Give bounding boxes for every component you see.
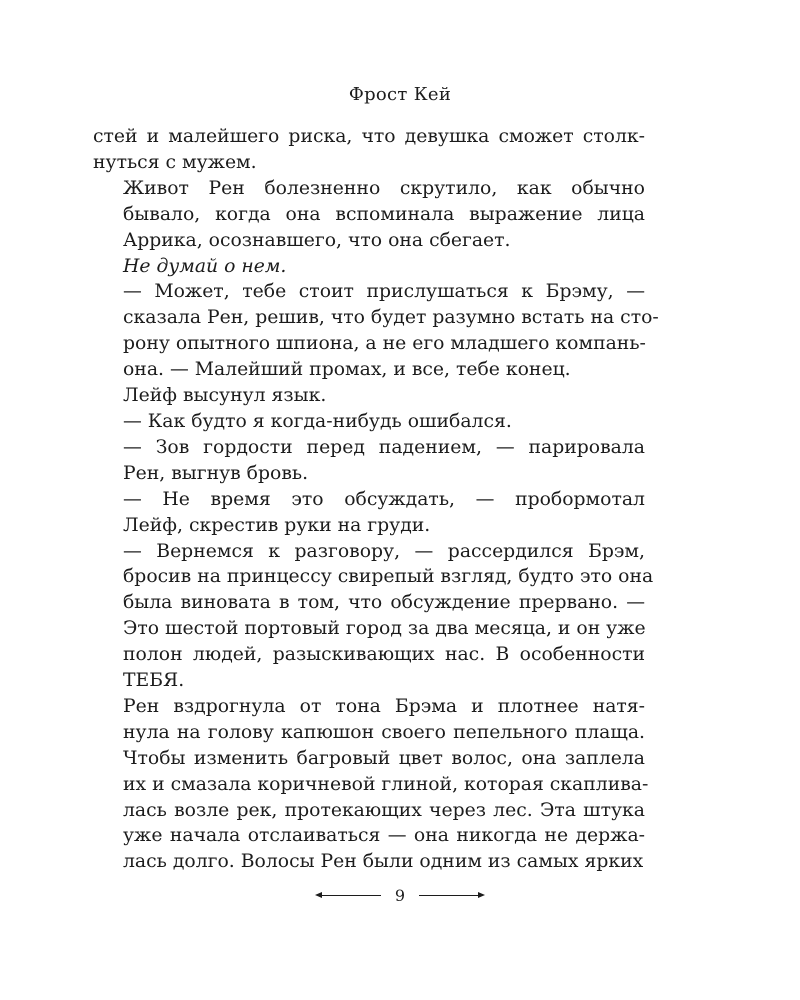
text-line: — Как будто я когда-нибудь ошибался. [123,410,512,432]
text-line: рону опытного шпиона, а не его младшего компань- [123,333,646,355]
text-line: Лейф, скрестив руки на груди. [123,514,431,536]
text-line: полон людей, разыскивающих нас. В особенности [123,644,645,666]
text-line: Рен, выгнув бровь. [123,462,309,484]
text-line: их и смазала коричневой глиной, которая скаплива- [123,773,649,795]
paragraph [93,539,654,694]
text-line: бывало, когда она вспоминала выражение лица [123,203,645,225]
left-arrow-ornament [319,895,381,896]
text-line: лась возле рек, протекающих через лес. Эта штука [123,799,645,821]
text-line: уже начала отслаиваться — она никогда не держа- [123,825,645,847]
text-line: — Может, тебе стоит прислушаться к Брэму, — [123,281,645,303]
text-line: она. — Малейший промах, и все, тебе конец. [123,359,571,381]
text-line: была виновата в том, что обсуждение прервано. — [123,592,645,614]
text-line: Живот Рен болезненно скрутило, как обычно [123,177,645,199]
right-arrow-ornament [419,895,481,896]
paragraph [93,383,645,409]
paragraph [93,409,645,435]
body-text [93,124,659,875]
text-line: бросив на принцессу свирепый взгляд, будто это она [123,566,654,588]
paragraph [93,435,645,487]
paragraph [93,694,649,875]
text-line: — Не время это обсуждать, — пробормотал [123,488,645,510]
text-line: — Зов гордости перед падением, — парировала [123,436,645,458]
text-line: Не думай о нем. [123,255,287,277]
text-line: ТЕБЯ. [123,670,185,692]
page-folio [0,886,800,905]
text-line: Это шестой портовый город за два месяца, и он уже [123,618,646,640]
paragraph [93,279,659,383]
text-line: Аррика, осознавшего, что она сбегает. [123,229,511,251]
paragraph [93,176,645,254]
text-line: сказала Рен, решив, что будет разумно встать на сто- [123,307,659,329]
paragraph [93,124,645,176]
text-line: стей и малейшего риска, что девушка сможет столк- [93,126,645,147]
page-number: 9 [394,886,406,905]
text-line: Чтобы изменить багровый цвет волос, она заплела [123,747,645,769]
text-line: лась долго. Волосы Рен были одним из самых ярких [123,851,644,873]
text-line: нула на голову капюшон своего пепельного плаща. [123,721,645,743]
paragraph [93,487,645,539]
text-line: — Вернемся к разговору, — рассердился Брэм, [123,540,645,562]
text-line: Лейф высунул язык. [123,385,327,407]
text-line: нуться с мужем. [93,151,257,173]
text-line: Рен вздрогнула от тона Брэма и плотнее натя- [123,695,645,717]
paragraph [93,254,645,280]
running-head: Фрост Кей [348,84,452,105]
